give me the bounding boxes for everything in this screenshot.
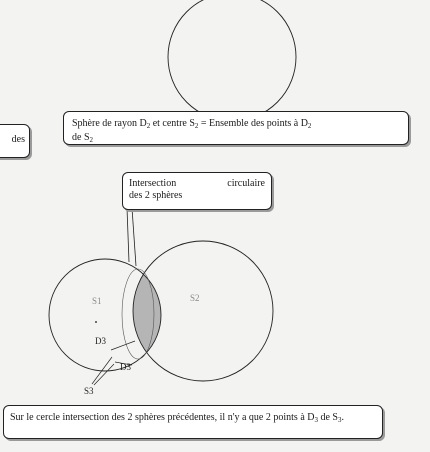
sphere-distance-subscript: 2: [307, 122, 312, 130]
label-d3-upper: D3: [95, 336, 106, 346]
bottom-text-prefix: Sur le cercle intersection des 2 sphères précédentes, il n'y a que 2 points à D: [10, 412, 315, 423]
callout-left-text: des: [11, 134, 25, 145]
s3-leader-lower: [94, 364, 114, 385]
bottom-distance-subscript: 3: [314, 416, 318, 424]
callout-circular-intersection: [122, 172, 272, 210]
bottom-centre-subscript: 3: [337, 416, 342, 424]
callout-left-partial: [0, 124, 30, 158]
sphere-text-suffix: = Ensemble des points à D: [198, 118, 308, 129]
sphere-text-mid: et centre S: [150, 118, 195, 129]
intersection-line1: Intersection circulaire: [129, 178, 265, 189]
sphere-s2-top-circle: [168, 0, 296, 121]
label-d3-lower: D3: [120, 362, 131, 372]
sphere-radius-subscript: 2: [146, 122, 151, 130]
sphere-text-prefix: Sphère de rayon D: [72, 118, 147, 129]
label-s2: S2: [190, 293, 200, 303]
bottom-text-suffix: .: [341, 412, 344, 423]
label-s1: S1: [92, 296, 102, 306]
sphere-line2-subscript: 2: [89, 136, 93, 144]
sphere-text-line2: de S: [72, 132, 90, 143]
pointer-line-2: [132, 208, 136, 266]
callout-sphere-definition: [63, 111, 409, 145]
s1-centre-dot: [95, 321, 97, 323]
callout-two-points: [3, 405, 383, 439]
pointer-line-1: [127, 208, 129, 262]
intersection-lens: [49, 259, 161, 371]
intersection-line2: des 2 sphères: [129, 190, 183, 201]
bottom-text-mid: de S: [317, 412, 338, 423]
sphere-centre-subscript: 2: [194, 122, 199, 130]
d3-line-upper: [111, 341, 135, 350]
label-s3: S3: [84, 386, 94, 396]
